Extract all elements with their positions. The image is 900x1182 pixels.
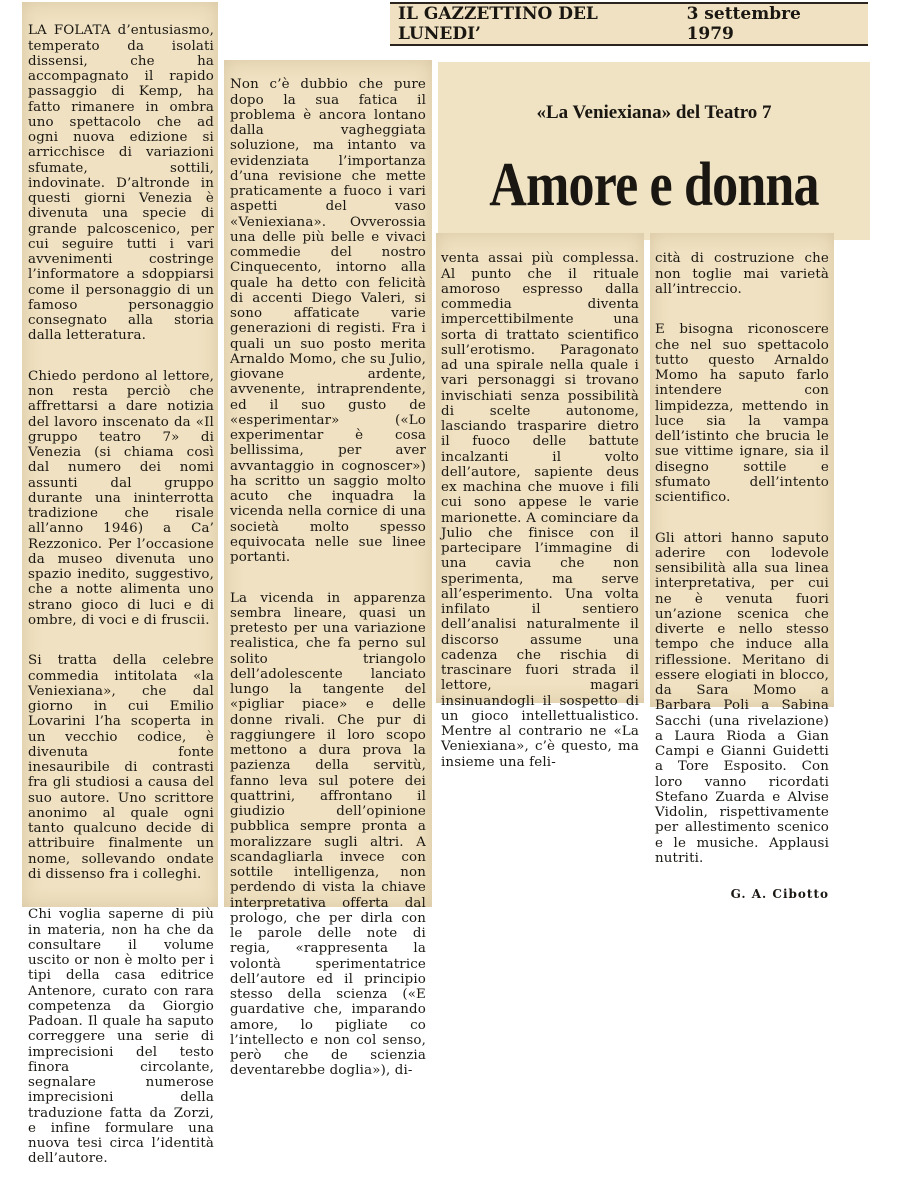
paragraph: Chi voglia saperne di più in materia, non ha che da consultare il volume uscito or non è molto per i tipi della casa editrice Antenore, curato con rara competenza da Giorgio Padoan. Il quale ha saputo correggere una serie di imprecisioni del testo finora circolante, segnalare numerose imprecisioni della traduzione fatta da Zorzi, e infine formulare una nuova tesi circa l’identità dell’autore.: [28, 907, 214, 1167]
article-column-3: [441, 236, 639, 785]
paragraph: venta assai più complessa. Al punto che il rituale amoroso espresso dalla commedia diventa impercettibilmente una sorta di trattato scientifico sull’erotismo. Paragonato ad una spirale nella quale i vari personaggi si trovano invischiati senza possibilità di scelte autonome, lasciando trasparire dietro il fuoco delle battute incalzanti il volto dell’autore, sapiente deus ex machina che muove i fili cui sono appese le varie marionette. A cominciare da Julio che finisce con il partecipare l’immagine di una cavia che non sperimenta, ma serve all’esperimento. Una volta infilato il sentiero dell’analisi naturalmente il discorso assume una cadenza che rischia di trascinare fuori strada il lettore, magari insinuandogli il sospetto di un gioco intellettualistico. Mentre al contrario ne «La Veniexiana», c’è questo, ma insieme una feli-: [441, 251, 639, 770]
headline-box: [438, 62, 870, 240]
paragraph: Non c’è dubbio che pure dopo la sua fatica il problema è ancora lontano dalla vagheggiata soluzione, ma intanto va evidenziata l’importanza d’una revisione che mette praticamente a fuoco i vari aspetti del vaso «Veniexiana». Ovverossia una delle più belle e vivaci commedie del nostro Cinquecento, intorno alla quale ha detto con felicità di accenti Diego Valeri, si sono affaticate varie generazioni di registi. Fra i quali un suo posto merita Arnaldo Momo, che su Julio, giovane ardente, avvenente, intraprendente, ed il suo gusto de «esperimentar» («Lo experimentar è cosa bellissima, per aver avvantaggio in cognoscer») ha scritto un saggio molto acuto che inquadra la vicenda nella cornice di una società molto spesso equivocata nelle sue linee portanti.: [230, 77, 426, 565]
article-column-2: [230, 62, 426, 1094]
paragraph: La vicenda in apparenza sembra lineare, quasi un pretesto per una variazione realistica, che fa perno sul solito triangolo dell’adolescente lanciato lungo la tangente del «pigliar piace» e delle donne rivali. Che pur di raggiungere il loro scopo mettono a dura prova la pazienza della servitù, fanno leva sul potere dei quattrini, affrontano il giudizio dell’opinione pubblica sempre pronta a moralizzare sugli altri. A scandagliarla invece con sottile intelligenza, non perdendo di vista la chiave interpretativa offerta dal prologo, che per dirla con le parole delle note di regia, «rappresenta la volontà sperimentatrice dell’autore ed il principio stesso della scienza («E guardative che, imparando amore, lo pigliate co l’intellecto e non col senso, però che de scienzia deventarebbe doglia»), di-: [230, 590, 426, 1079]
article-column-4: [655, 236, 829, 918]
paragraph: cità di costruzione che non toglie mai varietà all’intreccio.: [655, 251, 829, 297]
article-kicker: «La Veniexiana» del Teatro 7: [536, 102, 772, 123]
issue-date: 3 settembre 1979: [686, 4, 801, 44]
newspaper-masthead: [390, 2, 868, 46]
paragraph: Gli attori hanno saputo aderire con lodevole sensibilità alla sua linea interpretativa, per cui ne è venuta fuori un’azione scenica che diverte e nello stesso tempo che induce alla riflessione. Meritano di essere elogiati in blocco, da Sara Momo a Barbara Poli a Sabina Sacchi (una rivelazione) a Laura Rioda a Gian Campi e Gianni Guidetti a Tore Esposito. Con loro vanno ricordati Stefano Zuarda e Alvise Vidolin, rispettivamente per allestimento scenico e le musiche. Applausi nutriti.: [655, 530, 829, 866]
article-headline: Amore e donna: [489, 151, 819, 219]
newspaper-name: IL GAZZETTINO DEL LUNEDI’: [398, 4, 598, 44]
paragraph: Si tratta della celebre commedia intitolata «la Veniexiana», che dal giorno in cui Emilio Lovarini l’ha scoperta in un vecchio codice, è divenuta fonte inesauribile di contrasti fra gli studiosi a causa del suo autore. Uno scrittore anonimo al quale ogni tanto qualcuno decide di attribuire finalmente un nome, sollevando ondate di dissenso fra i colleghi.: [28, 653, 214, 882]
paragraph: LA FOLATA d’entusiasmo, temperato da isolati dissensi, che ha accompagnato il rapido passaggio di Kemp, ha fatto rimanere in ombra uno spettacolo che ad ogni nuova edizione si arricchisce di variazioni sfumate, sottili, indovinate. D’altronde in questi giorni Venezia è divenuta una specie di grande palcoscenico, per cui seguire tutti i vari avvenimenti costringe l’informatore a sdoppiarsi come il personaggio di un famoso personaggio consegnato alla storia dalla letteratura.: [28, 23, 214, 344]
article-column-1: [28, 8, 214, 1182]
article-byline: G. A. Cibotto: [730, 887, 829, 902]
paragraph: Chiedo perdono al lettore, non resta perciò che affrettarsi a dare notizia del lavoro inscenato da «Il gruppo teatro 7» di Venezia (si chiama così dal numero dei nomi assunti dal gruppo durante una ininterrotta tradizione che risale all’anno 1946) a Ca’ Rezzonico. Per l’occasione da museo divenuta uno spazio inedito, suggestivo, che a notte alimenta uno strano gioco di luci e di ombre, di voci e di fruscii.: [28, 368, 214, 628]
paragraph: E bisogna riconoscere che nel suo spettacolo tutto questo Arnaldo Momo ha saputo farlo intendere con limpidezza, mettendo in luce sia la vampa dell’istinto che brucia le sue vittime ignare, sia il disegno sottile e sfumato dell’intento scientifico.: [655, 322, 829, 505]
